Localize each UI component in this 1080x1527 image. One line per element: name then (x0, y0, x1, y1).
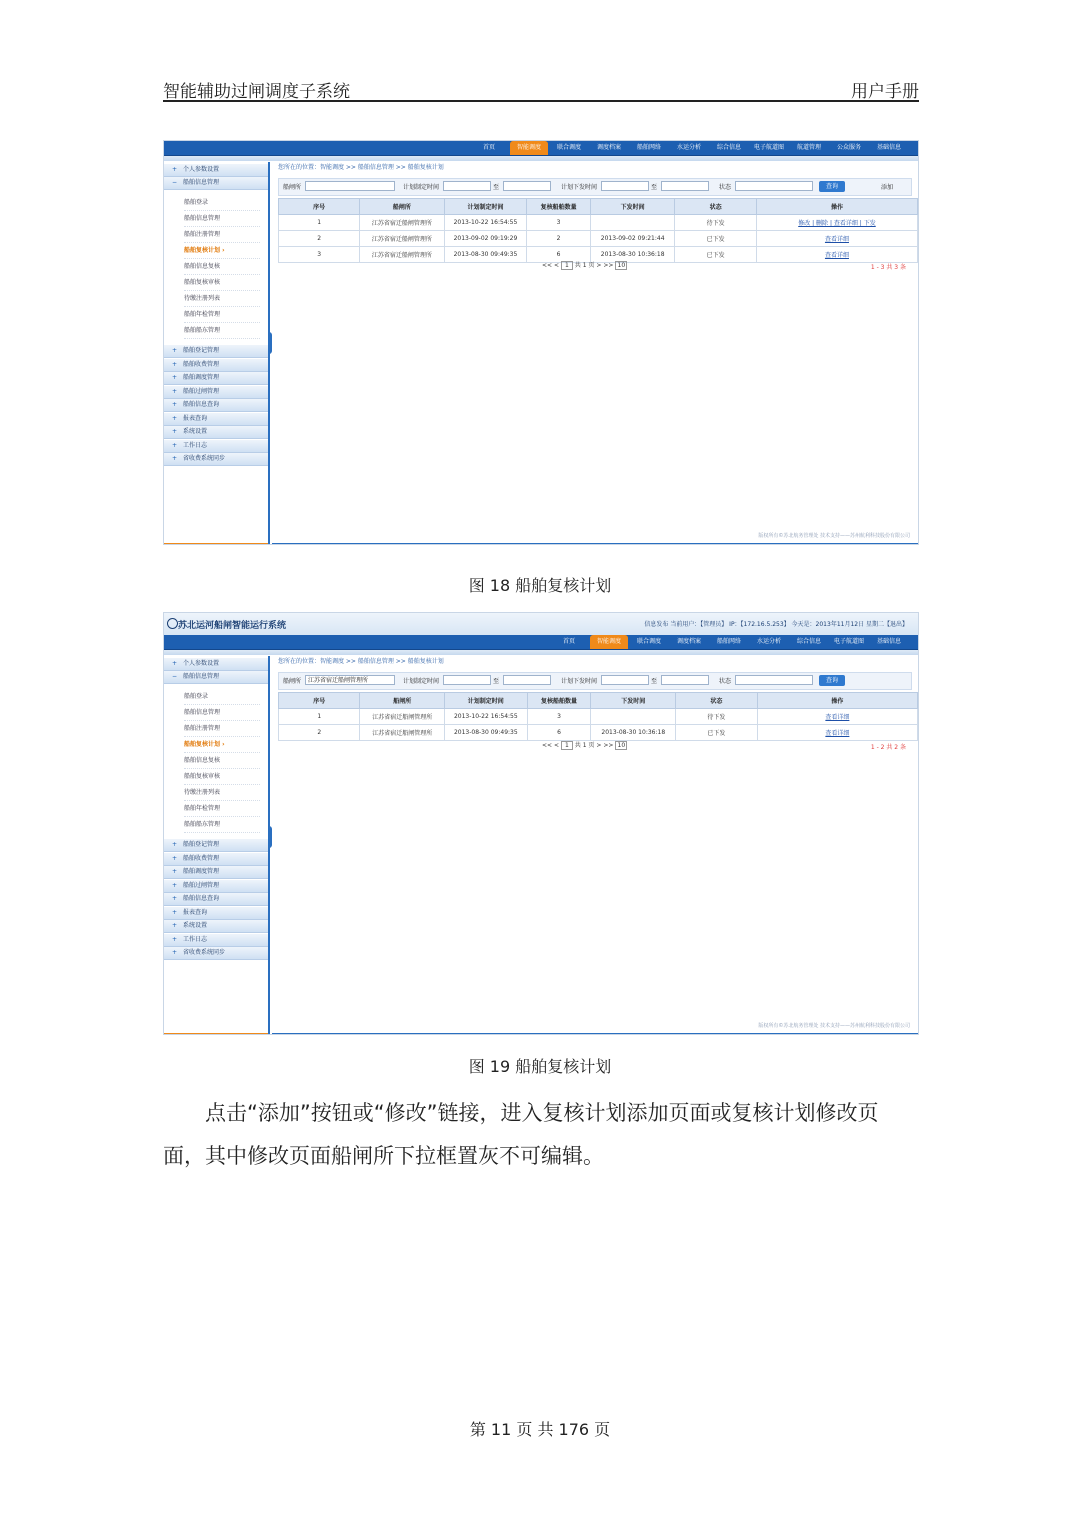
sidebar-item-label: 待缴注册列表 (184, 295, 221, 302)
table-cell: 2013-10-22 16:54:55 (444, 709, 527, 725)
status-select[interactable] (735, 675, 813, 685)
sidebar-item[interactable] (184, 705, 260, 721)
sidebar-group[interactable] (164, 386, 268, 399)
nav-tab[interactable]: 航道管理 (796, 144, 821, 151)
sidebar-group[interactable] (164, 907, 268, 920)
table-cell: 2013-08-30 09:49:35 (444, 725, 527, 741)
page-number: 第 11 页 共 176 页 (469, 1420, 611, 1439)
sidebar-group-label: 船舶登记管理 (183, 347, 220, 354)
sidebar-item[interactable] (184, 721, 260, 737)
table-cell: 江苏省宿迁船闸管理所 (360, 215, 444, 231)
plus-icon: + (172, 854, 178, 862)
sidebar-item-label: 船舶船东管理 (184, 821, 221, 828)
table-cell (756, 231, 917, 247)
table-cell: 2013-08-30 10:36:18 (591, 725, 676, 741)
column-header: 计划制定时间 (444, 693, 527, 709)
sub-nav-strip (164, 650, 918, 655)
issue-time-label: 计划下发时间 (561, 184, 598, 191)
table-cell: 江苏省宿迁船闸管理所 (360, 725, 445, 741)
table-cell: 已下发 (675, 247, 757, 263)
table-cell: 待下发 (675, 215, 757, 231)
sidebar-item-label: 船舶登录 (184, 199, 209, 206)
sidebar-item-label: 船舶登录 (184, 693, 209, 700)
sidebar-item[interactable] (184, 769, 260, 785)
table-cell: 2013-08-30 10:36:18 (590, 247, 675, 263)
table-cell: 已下发 (676, 725, 758, 741)
nav-tab[interactable]: 智能调度 (590, 635, 628, 649)
sidebar-group-label: 船舶信息管理 (183, 179, 220, 186)
nav-tab[interactable]: 船舶网络 (636, 144, 661, 151)
table-cell: 6 (527, 725, 591, 741)
sidebar-group-label: 船舶信息管理 (183, 673, 220, 680)
sidebar (164, 162, 270, 545)
sidebar-item[interactable] (184, 243, 260, 259)
lock-select[interactable] (305, 181, 395, 191)
nav-tab[interactable]: 调度档案 (676, 638, 701, 645)
body-paragraph: 点击“添加”按钮或“修改”链接，进入复核计划添加页面或复核计划修改页面，其中修改页面船闸所下拉框置灰不可编辑。 (163, 1101, 879, 1168)
sidebar-item[interactable] (184, 211, 260, 227)
sidebar-item[interactable] (184, 291, 260, 307)
table-row (279, 725, 918, 741)
table-cell: 2013-09-02 09:21:44 (590, 231, 675, 247)
screenshot-figure-18 (163, 140, 919, 545)
table-cell: 江苏省宿迁船闸管理所 (360, 247, 444, 263)
sidebar-group-label: 省收费系统同步 (183, 455, 226, 462)
sidebar-item[interactable] (184, 737, 260, 753)
sidebar-group-label: 船舶登记管理 (183, 841, 220, 848)
chevron-right-icon: › (220, 247, 225, 254)
main-content (272, 162, 918, 545)
page-number-input[interactable]: 1 (561, 261, 573, 270)
sidebar-item[interactable] (184, 785, 260, 801)
table-cell: 2 (279, 231, 360, 247)
table-cell: 2 (279, 725, 360, 741)
status-label: 状态 (719, 678, 732, 685)
screenshot-figure-19 (163, 612, 919, 1035)
sidebar-item[interactable] (184, 227, 260, 243)
nav-tab[interactable]: 首页 (562, 638, 575, 645)
sidebar-group-label: 报表查询 (183, 414, 208, 422)
sidebar-group-label: 船舶调度管理 (183, 374, 220, 381)
plus-icon: + (172, 441, 178, 449)
table-cell: 1 (279, 709, 360, 725)
nav-tab[interactable]: 智能调度 (510, 141, 548, 155)
nav-tab[interactable]: 船舶网络 (716, 638, 741, 645)
page-size-select[interactable]: 10 (615, 261, 627, 270)
sidebar-group[interactable] (164, 177, 268, 190)
plan-time-start-input[interactable] (443, 181, 491, 191)
top-nav (164, 141, 918, 156)
column-header: 状态 (676, 693, 758, 709)
plus-icon: + (172, 660, 178, 667)
table-cell: 1 (279, 215, 360, 231)
user-info: 信息发布 当前用户：【管理员】 IP：【172.16.5.253】 今天是：2013年11月12日 星期二【退出】 (644, 621, 908, 628)
plus-icon: + (172, 881, 178, 889)
footer-strip (272, 543, 918, 545)
sidebar-item-label: 船舶注册管理 (184, 725, 221, 732)
sidebar-bottom-strip (164, 543, 268, 545)
nav-tab[interactable]: 水运分析 (676, 144, 701, 151)
sidebar-group-label: 船舶过闸管理 (183, 387, 220, 395)
plus-icon: + (172, 935, 178, 943)
nav-tab[interactable]: 联合调度 (636, 638, 661, 645)
sidebar-item-label: 船舶船东管理 (184, 327, 221, 334)
table-cell: 江苏省宿迁船闸管理所 (360, 231, 444, 247)
sidebar-group[interactable] (164, 359, 268, 372)
sidebar-item[interactable] (184, 259, 260, 275)
copyright-text: 版权所有©苏北航务管理处 技术支持——苏州航利科技股份有限公司 (758, 1023, 910, 1029)
lock-select[interactable]: 江苏省宿迁船闸管理所 (305, 675, 395, 685)
table-cell: 3 (279, 247, 360, 263)
plus-icon: + (172, 360, 178, 368)
table-cell: 2 (527, 231, 591, 247)
plan-table (278, 198, 918, 263)
table-row (279, 215, 918, 231)
next-page-button[interactable]: > >> (596, 262, 614, 269)
page-number-input[interactable]: 1 (561, 741, 573, 750)
pagination (542, 260, 627, 270)
nav-tab[interactable]: 基础信息 (876, 638, 901, 645)
plus-icon: + (172, 428, 178, 435)
table-row (279, 709, 918, 725)
sidebar-group[interactable] (164, 920, 268, 933)
sidebar-group-label: 工作日志 (183, 441, 208, 449)
add-button[interactable]: 添加 (881, 184, 894, 191)
table-cell: 6 (527, 247, 591, 263)
copyright-text: 版权所有©苏北航务管理处 技术支持——苏州航利科技股份有限公司 (758, 533, 910, 539)
nav-tab[interactable]: 联合调度 (556, 144, 581, 151)
table-cell: 2013-10-22 16:54:55 (444, 215, 527, 231)
column-header: 序号 (279, 199, 360, 215)
sidebar-item-label: 船舶复核计划 (184, 247, 221, 254)
sidebar-group-label: 个人参数设置 (183, 660, 220, 667)
lock-label: 船闸所 (283, 184, 302, 191)
nav-tab[interactable]: 基础信息 (876, 144, 901, 151)
nav-tab[interactable]: 公众服务 (836, 144, 861, 151)
sidebar-item[interactable] (184, 307, 260, 323)
table-cell: 待下发 (676, 709, 758, 725)
app-title: 苏北运河船闸智能运行系统 (178, 621, 287, 631)
table-row (279, 231, 918, 247)
plus-icon: + (172, 347, 178, 354)
sidebar-group[interactable] (164, 413, 268, 426)
to-label: 至 (651, 678, 658, 685)
sidebar-group-label: 船舶收费管理 (183, 854, 220, 862)
row-actions-link[interactable]: 查看详细 (825, 730, 850, 737)
footer-strip (272, 1033, 918, 1035)
plan-time-label: 计划制定时间 (403, 184, 440, 191)
plus-icon: + (172, 455, 178, 462)
main-content (272, 656, 918, 1035)
to-label: 至 (493, 184, 500, 191)
plus-icon: + (172, 922, 178, 929)
plus-icon: + (172, 895, 178, 902)
table-cell (590, 215, 675, 231)
sidebar-group[interactable] (164, 372, 268, 385)
sidebar-group[interactable] (164, 399, 268, 412)
plus-icon: + (172, 374, 178, 381)
plan-time-start-input[interactable] (443, 675, 491, 685)
table-cell (757, 725, 917, 741)
plan-table (278, 692, 918, 741)
total-pages: 共 1 页 (574, 742, 595, 749)
sidebar-item-label: 船舶年检管理 (184, 311, 221, 318)
table-cell: 2013-08-30 09:49:35 (444, 247, 527, 263)
pagination (542, 740, 627, 750)
column-header: 下发时间 (590, 199, 675, 215)
query-button[interactable]: 查询 (819, 675, 845, 686)
sidebar-group-label: 省收费系统同步 (183, 949, 226, 956)
nav-tab[interactable]: 电子航道图 (833, 638, 864, 645)
sidebar-group-label: 系统设置 (183, 922, 208, 929)
minus-icon: − (172, 673, 178, 680)
issue-time-end-input[interactable] (661, 675, 709, 685)
sidebar-bottom-strip (164, 1033, 268, 1035)
sidebar-group[interactable] (164, 658, 268, 671)
record-count: 1 - 2 共 2 条 (870, 744, 906, 751)
table-cell (591, 709, 676, 725)
chevron-right-icon: › (220, 741, 225, 748)
column-header: 船闸所 (360, 199, 444, 215)
sidebar-group[interactable] (164, 426, 268, 439)
sidebar-group[interactable] (164, 440, 268, 453)
to-label: 至 (493, 678, 500, 685)
plus-icon: + (172, 387, 178, 395)
sidebar-group-label: 报表查询 (183, 908, 208, 916)
nav-tab[interactable]: 调度档案 (596, 144, 621, 151)
sidebar-item[interactable] (184, 195, 260, 211)
sidebar-group[interactable] (164, 164, 268, 177)
sidebar-item-label: 船舶复核审核 (184, 279, 221, 286)
document-type: 用户手册 (851, 82, 919, 102)
table-header-row (279, 199, 918, 215)
nav-tab[interactable]: 综合信息 (796, 638, 821, 645)
to-label: 至 (651, 184, 658, 191)
sidebar-item-label: 船舶信息复核 (184, 263, 221, 270)
table-cell: 2013-09-02 09:19:29 (444, 231, 527, 247)
sidebar-item-label: 船舶年检管理 (184, 805, 221, 812)
sidebar-group-label: 船舶收费管理 (183, 360, 220, 368)
sidebar-group[interactable] (164, 453, 268, 466)
sidebar-item-label: 船舶复核计划 (184, 741, 221, 748)
sidebar-item[interactable] (184, 275, 260, 291)
table-cell: 已下发 (675, 231, 757, 247)
sidebar-group[interactable] (164, 880, 268, 893)
document-header (163, 74, 919, 102)
next-page-button[interactable]: > >> (596, 742, 614, 749)
sidebar-group[interactable] (164, 671, 268, 684)
nav-tab[interactable]: 综合信息 (716, 144, 741, 151)
plus-icon: + (172, 401, 178, 408)
column-header: 复核船舶数量 (527, 199, 591, 215)
nav-tab[interactable]: 首页 (482, 144, 495, 151)
sidebar-item[interactable] (184, 817, 260, 833)
sidebar-group-label: 船舶调度管理 (183, 868, 220, 875)
row-actions-link[interactable]: 查看详细 (824, 236, 849, 243)
table-cell (756, 247, 917, 263)
document-title: 智能辅助过闸调度子系统 (163, 82, 350, 102)
issue-time-start-input[interactable] (601, 181, 649, 191)
prev-page-button[interactable]: << < (542, 262, 559, 269)
figure-19-caption: 图 19 船舶复核计划 (468, 1057, 612, 1076)
plus-icon: + (172, 414, 178, 422)
plan-time-end-input[interactable] (503, 181, 551, 191)
sidebar-item[interactable] (184, 753, 260, 769)
status-label: 状态 (719, 184, 732, 191)
plus-icon: + (172, 841, 178, 848)
column-header: 复核船舶数量 (527, 693, 591, 709)
sidebar-item-label: 船舶信息管理 (184, 215, 221, 222)
sidebar-item-label: 待缴注册列表 (184, 789, 221, 796)
table-cell: 3 (527, 215, 591, 231)
sidebar-item-label: 船舶信息管理 (184, 709, 221, 716)
column-header: 计划制定时间 (444, 199, 527, 215)
sidebar-group-label: 船舶过闸管理 (183, 881, 220, 889)
sidebar-group[interactable] (164, 839, 268, 852)
top-nav (164, 635, 918, 650)
sidebar-item[interactable] (184, 323, 260, 339)
sidebar-group-label: 船舶信息查询 (183, 401, 220, 408)
column-header: 船闸所 (360, 693, 445, 709)
sidebar-item[interactable] (184, 689, 260, 705)
nav-tab[interactable]: 水运分析 (756, 638, 781, 645)
sidebar-group[interactable] (164, 853, 268, 866)
figure-18-caption: 图 18 船舶复核计划 (468, 576, 612, 595)
sidebar-item-label: 船舶注册管理 (184, 231, 221, 238)
plus-icon: + (172, 166, 178, 173)
breadcrumb: 您所在的位置：智能调度 >> 船舶信息管理 >> 船舶复核计划 (278, 658, 444, 665)
row-actions-link[interactable]: 修改 | 删除 | 查看详细 | 下发 (798, 220, 876, 227)
plus-icon: + (172, 949, 178, 956)
minus-icon: − (172, 179, 178, 186)
table-cell: 3 (527, 709, 591, 725)
nav-tab[interactable]: 电子航道图 (753, 144, 784, 151)
app-logo-icon (167, 618, 178, 629)
row-actions-link[interactable]: 查看详细 (824, 252, 849, 259)
breadcrumb: 您所在的位置：智能调度 >> 船舶信息管理 >> 船舶复核计划 (278, 164, 444, 171)
table-header-row (279, 693, 918, 709)
issue-time-end-input[interactable] (661, 181, 709, 191)
plan-time-label: 计划制定时间 (403, 678, 440, 685)
sidebar-item[interactable] (184, 801, 260, 817)
sidebar (164, 656, 270, 1035)
sidebar-item-label: 船舶复核审核 (184, 773, 221, 780)
column-header: 操作 (756, 199, 917, 215)
lock-label: 船闸所 (283, 678, 302, 685)
record-count: 1 - 3 共 3 条 (870, 264, 906, 271)
issue-time-label: 计划下发时间 (561, 678, 598, 685)
row-actions-link[interactable]: 查看详细 (825, 714, 850, 721)
column-header: 操作 (757, 693, 917, 709)
sidebar-group[interactable] (164, 947, 268, 960)
table-cell: 江苏省宿迁船闸管理所 (360, 709, 445, 725)
sidebar-group[interactable] (164, 934, 268, 947)
sidebar-group[interactable] (164, 866, 268, 879)
column-header: 状态 (675, 199, 757, 215)
sidebar-group-label: 船舶信息查询 (183, 895, 220, 902)
total-pages: 共 1 页 (574, 262, 595, 269)
table-cell (756, 215, 917, 231)
status-select[interactable] (735, 181, 813, 191)
search-bar (278, 672, 912, 690)
sub-nav-strip (164, 156, 918, 161)
app-banner (164, 613, 918, 635)
query-button[interactable]: 查询 (819, 181, 845, 192)
sidebar-group-label: 系统设置 (183, 428, 208, 435)
sidebar-group[interactable] (164, 345, 268, 358)
sidebar-group[interactable] (164, 893, 268, 906)
sidebar-group-label: 个人参数设置 (183, 166, 220, 173)
table-cell (757, 709, 917, 725)
prev-page-button[interactable]: << < (542, 742, 559, 749)
plus-icon: + (172, 908, 178, 916)
sidebar-item-label: 船舶信息复核 (184, 757, 221, 764)
column-header: 序号 (279, 693, 360, 709)
plan-time-end-input[interactable] (503, 675, 551, 685)
column-header: 下发时间 (591, 693, 676, 709)
sidebar-group-label: 工作日志 (183, 935, 208, 943)
search-bar (278, 178, 912, 196)
page-size-select[interactable]: 10 (615, 741, 627, 750)
issue-time-start-input[interactable] (601, 675, 649, 685)
plus-icon: + (172, 868, 178, 875)
